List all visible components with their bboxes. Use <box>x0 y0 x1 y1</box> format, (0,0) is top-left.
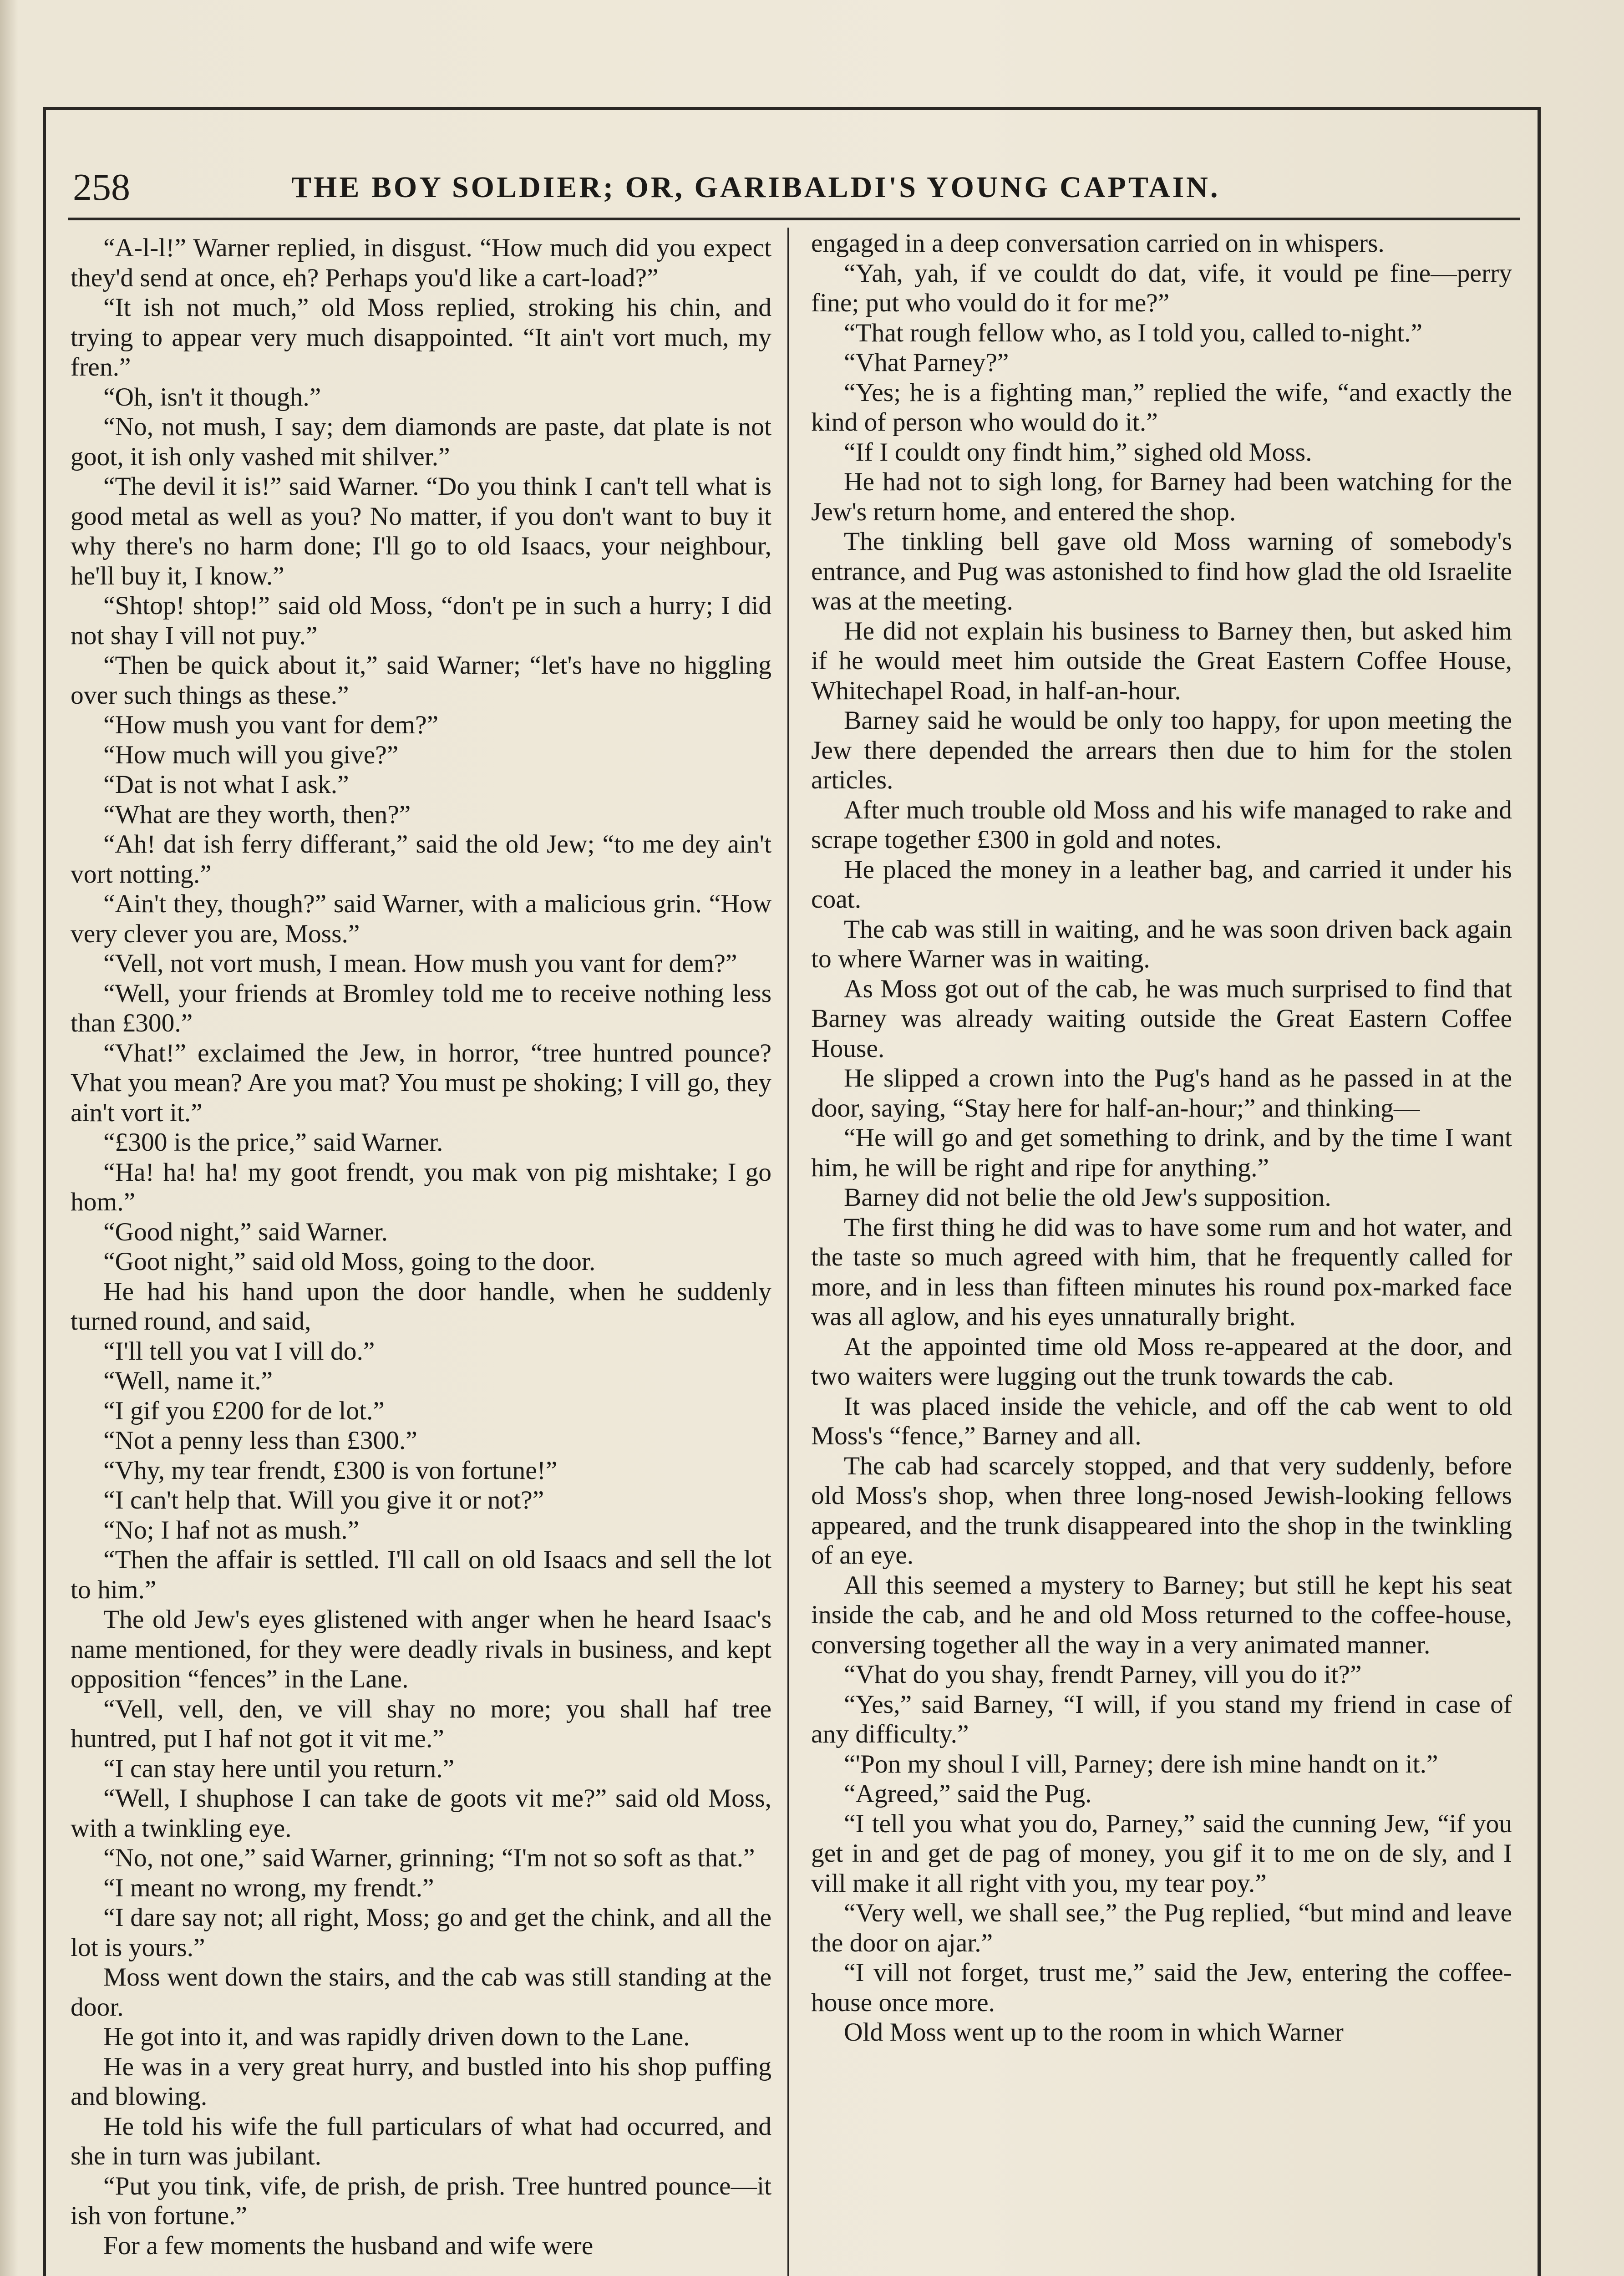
paragraph: “Good night,” said Warner. <box>103 1217 388 1246</box>
paragraph: He did not explain his business to Barney then, but asked him if he would meet him outside the Great Eastern Coffee House, Whitechapel Road, in half-an-hour. <box>811 616 1512 705</box>
paragraph: “I vill not forget, trust me,” said the Jew, entering the coffee-house once more. <box>811 1958 1512 2017</box>
paragraph: “Not a penny less than £300.” <box>103 1426 417 1455</box>
paragraph: “I can stay here until you return.” <box>103 1754 455 1783</box>
paragraph: “If I couldt ony findt him,” sighed old Moss. <box>844 437 1312 467</box>
paragraph: After much trouble old Moss and his wife managed to rake and scrape together £300 in gold and notes. <box>811 795 1512 854</box>
paragraph: “Well, I shuphose I can take de goots vit me?” said old Moss, with a twinkling eye. <box>71 1784 771 1843</box>
paragraph: “Then the affair is settled. I'll call on old Isaacs and sell the lot to him.” <box>71 1545 771 1604</box>
paragraph: The cab was still in waiting, and he was soon driven back again to where Warner was in waiting. <box>811 914 1512 973</box>
paragraph: The first thing he did was to have some rum and hot water, and the taste so much agreed with him, that he frequently called for more, and in less than fifteen minutes his round pox-marked face was all aglow, and his eyes unnaturally bright. <box>811 1213 1512 1331</box>
paragraph: “Goot night,” said old Moss, going to the door. <box>103 1247 596 1276</box>
paragraph: “How much will you give?” <box>103 740 399 769</box>
paragraph: “It ish not much,” old Moss replied, stroking his chin, and trying to appear very much disappointed. “It ain't vort much, my fren.” <box>71 293 771 381</box>
paragraph: “Ah! dat ish ferry differant,” said the old Jew; “to me dey ain't vort notting.” <box>71 830 771 889</box>
paragraph: “No; I haf not as mush.” <box>103 1515 360 1544</box>
right-column <box>811 229 1512 2276</box>
paragraph: “'Pon my shoul I vill, Parney; dere ish mine handt on it.” <box>844 1749 1438 1778</box>
left-column <box>71 233 771 2276</box>
paragraph: engaged in a deep conversation carried on in whispers. <box>811 229 1385 258</box>
paragraph: “That rough fellow who, as I told you, called to-night.” <box>844 318 1423 347</box>
header-rule <box>68 218 1520 220</box>
paragraph: “£300 is the price,” said Warner. <box>103 1128 443 1157</box>
running-title: THE BOY SOLDIER; OR, GARIBALDI'S YOUNG CAPTAIN. <box>291 171 1220 204</box>
paragraph: As Moss got out of the cab, he was much surprised to find that Barney was already waiting outside the Great Eastern Coffee House. <box>811 974 1512 1063</box>
paragraph: “Well, your friends at Bromley told me to receive nothing less than £300.” <box>71 979 771 1037</box>
paragraph: “I meant no wrong, my frendt.” <box>103 1873 434 1902</box>
paragraph: It was placed inside the vehicle, and off the cab went to old Moss's “fence,” Barney and all. <box>811 1392 1512 1450</box>
paragraph: “Shtop! shtop!” said old Moss, “don't pe in such a hurry; I did not shay I vill not puy.” <box>71 591 771 650</box>
page-number: 258 <box>73 166 130 208</box>
paragraph: “I'll tell you vat I vill do.” <box>103 1336 375 1366</box>
paragraph: For a few moments the husband and wife were <box>103 2231 594 2260</box>
paragraph: He told his wife the full particulars of what had occurred, and she in turn was jubilant. <box>71 2112 771 2170</box>
paragraph: “I dare say not; all right, Moss; go and get the chink, and all the lot is yours.” <box>71 1903 771 1962</box>
paragraph: “Vhat!” exclaimed the Jew, in horror, “tree huntred pounce? Vhat you mean? Are you mat? You must pe shoking; I vill go, they ain't vort it.” <box>71 1038 771 1127</box>
paragraph: “Yah, yah, if ve couldt do dat, vife, it vould pe fine—perry fine; put who vould do it for me?” <box>811 259 1512 317</box>
paragraph: Old Moss went up to the room in which Warner <box>844 2018 1344 2047</box>
column-divider <box>787 228 789 2276</box>
paragraph: “Yes; he is a fighting man,” replied the wife, “and exactly the kind of person who would do it.” <box>811 378 1512 437</box>
paragraph: He had his hand upon the door handle, when he suddenly turned round, and said, <box>71 1277 771 1336</box>
paragraph: “Vell, not vort mush, I mean. How mush you vant for dem?” <box>103 949 737 978</box>
paragraph: “A-l-l!” Warner replied, in disgust. “How much did you expect they'd send at once, eh? Perhaps you'd like a cart-load?” <box>71 234 771 292</box>
paragraph: He had not to sigh long, for Barney had been watching for the Jew's return home, and entered the shop. <box>811 467 1512 526</box>
paragraph: “Well, name it.” <box>103 1367 273 1395</box>
paragraph: “The devil it is!” said Warner. “Do you think I can't tell what is good metal as well as you? No matter, if you don't want to buy it why there's no harm done; I'll go to old Isaacs, your neighbour, he'll buy it, I know.” <box>71 472 771 590</box>
paragraph: “Then be quick about it,” said Warner; “let's have no higgling over such things as these.” <box>71 651 771 710</box>
paragraph: “Ain't they, though?” said Warner, with a malicious grin. “How very clever you are, Moss.” <box>71 889 771 948</box>
paragraph: Barney said he would be only too happy, for upon meeting the Jew there depended the arrears then due to him for the stolen articles. <box>811 706 1512 794</box>
paragraph: “Vhat Parney?” <box>844 348 1009 377</box>
paragraph: “Agreed,” said the Pug. <box>844 1779 1092 1808</box>
paragraph: “Dat is not what I ask.” <box>103 770 349 799</box>
paragraph: “Yes,” said Barney, “I will, if you stand my friend in case of any difficulty.” <box>811 1690 1512 1748</box>
paragraph: He was in a very great hurry, and bustled into his shop puffing and blowing. <box>71 2052 771 2111</box>
paragraph: The old Jew's eyes glistened with anger when he heard Isaac's name mentioned, for they were deadly rivals in business, and kept opposition “fences” in the Lane. <box>71 1605 771 1693</box>
paragraph: “Ha! ha! ha! my goot frendt, you mak von pig mishtake; I go hom.” <box>71 1158 771 1216</box>
paragraph: “Oh, isn't it though.” <box>103 382 321 412</box>
paragraph: Moss went down the stairs, and the cab was still standing at the door. <box>71 1963 771 2022</box>
paragraph: All this seemed a mystery to Barney; but still he kept his seat inside the cab, and he and old Moss returned to the coffee-house, conversing together all the way in a very animated manner. <box>811 1570 1512 1659</box>
paragraph: “I tell you what you do, Parney,” said the cunning Jew, “if you get in and get de pag of money, you gif it to me on de sly, and I vill make it all right vith you, my tear poy.” <box>811 1809 1512 1898</box>
paragraph: The cab had scarcely stopped, and that very suddenly, before old Moss's shop, when three long-nosed Jewish-looking fellows appeared, and the trunk disappeared into the shop in the twinkling of an eye. <box>811 1451 1512 1570</box>
paragraph: “Put you tink, vife, de prish, de prish. Tree huntred pounce—it ish von fortune.” <box>71 2171 771 2230</box>
paragraph: “No, not mush, I say; dem diamonds are paste, dat plate is not goot, it ish only vashed mit shilver.” <box>71 412 771 471</box>
paragraph: “What are they worth, then?” <box>103 800 411 829</box>
paragraph: “No, not one,” said Warner, grinning; “I'm not so soft as that.” <box>103 1844 755 1872</box>
paragraph: The tinkling bell gave old Moss warning of somebody's entrance, and Pug was astonished to find how glad the old Israelite was at the meeting. <box>811 527 1512 615</box>
paragraph: At the appointed time old Moss re-appeared at the door, and two waiters were lugging out the trunk towards the cab. <box>811 1332 1512 1391</box>
paragraph: “He will go and get something to drink, and by the time I want him, he will be right and ripe for anything.” <box>811 1123 1512 1182</box>
paragraph: He placed the money in a leather bag, and carried it under his coat. <box>811 855 1512 914</box>
page-header <box>73 160 1516 215</box>
paragraph: “I can't help that. Will you give it or not?” <box>103 1486 544 1514</box>
paragraph: Barney did not belie the old Jew's supposition. <box>844 1183 1331 1212</box>
paragraph: “Very well, we shall see,” the Pug replied, “but mind and leave the door on ajar.” <box>811 1899 1512 1957</box>
paragraph: “Vhy, my tear frendt, £300 is von fortune!” <box>103 1456 558 1485</box>
paragraph: “Vhat do you shay, frendt Parney, vill you do it?” <box>844 1660 1362 1689</box>
paragraph: “How mush you vant for dem?” <box>103 711 439 739</box>
paragraph: “Vell, vell, den, ve vill shay no more; you shall haf tree huntred, put I haf not got it vit me.” <box>71 1694 771 1753</box>
paragraph: He got into it, and was rapidly driven down to the Lane. <box>103 2022 690 2051</box>
paragraph: “I gif you £200 for de lot.” <box>103 1396 385 1425</box>
paragraph: He slipped a crown into the Pug's hand as he passed in at the door, saying, “Stay here for half-an-hour;” and thinking— <box>811 1064 1512 1123</box>
